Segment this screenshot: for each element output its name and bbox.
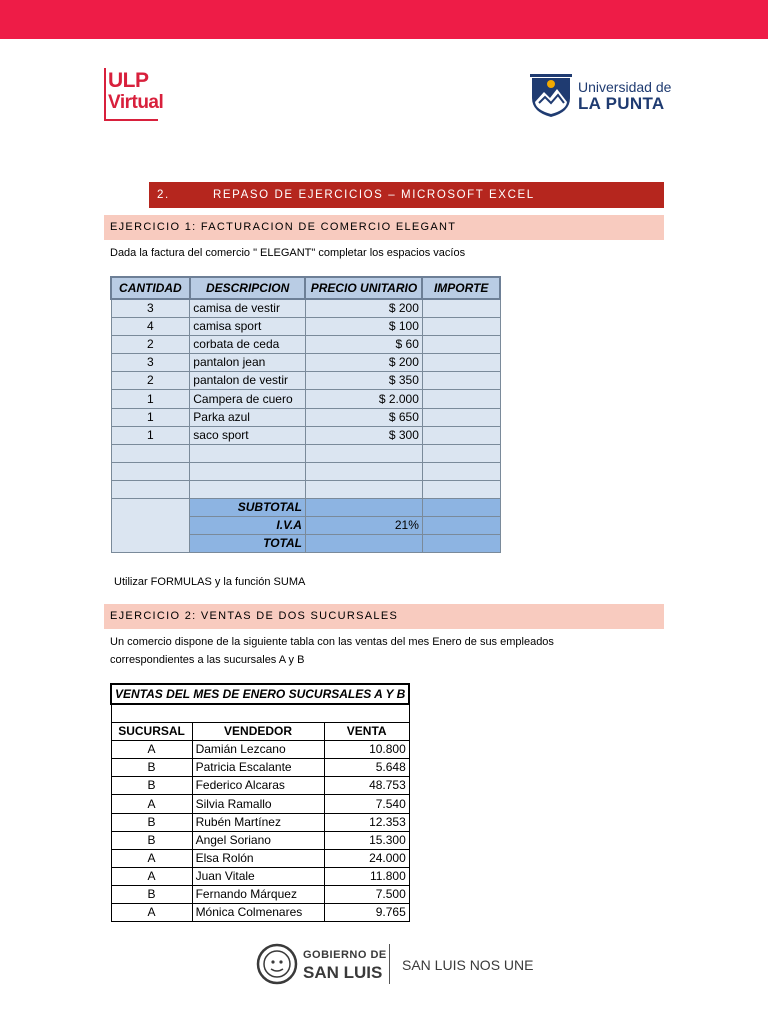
universidad-la-punta-logo	[530, 72, 670, 120]
blank-cell	[111, 499, 190, 553]
exercise1-note: Utilizar FORMULAS y la función SUMA	[114, 576, 306, 588]
column-header-sucursal: SUCURSAL	[111, 723, 192, 741]
importe-cell[interactable]	[422, 318, 500, 336]
vendedor-cell: Silvia Ramallo	[192, 795, 324, 813]
importe-cell[interactable]	[422, 408, 500, 426]
exercise2-heading: EJERCICIO 2: VENTAS DE DOS SUCURSALES	[104, 604, 664, 629]
subtotal-label: SUBTOTAL	[190, 499, 306, 517]
column-header-precio-unitario: PRECIO UNITARIO	[305, 277, 422, 299]
vendedor-cell: Angel Soriano	[192, 831, 324, 849]
venta-cell: 7.540	[324, 795, 409, 813]
column-header-venta: VENTA	[324, 723, 409, 741]
vendedor-cell: Federico Alcaras	[192, 777, 324, 795]
importe-cell[interactable]	[422, 444, 500, 462]
importe-cell[interactable]	[422, 462, 500, 480]
university-name-line1: Universidad de	[578, 79, 672, 95]
section-number: 2.	[157, 189, 170, 201]
column-header-vendedor: VENDEDOR	[192, 723, 324, 741]
precio-cell	[305, 462, 422, 480]
venta-cell: 9.765	[324, 904, 409, 922]
sucursal-cell: A	[111, 795, 192, 813]
university-name-line2: LA PUNTA	[578, 94, 665, 113]
ulp-logo-line2: Virtual	[108, 92, 164, 113]
vendedor-cell: Juan Vitale	[192, 867, 324, 885]
empty-cell	[111, 704, 409, 723]
venta-cell: 7.500	[324, 885, 409, 903]
descripcion-cell	[190, 444, 306, 462]
sales-row	[111, 831, 409, 849]
invoice-row	[111, 480, 500, 498]
column-header-importe: IMPORTE	[422, 277, 500, 299]
vendedor-cell: Patricia Escalante	[192, 759, 324, 777]
invoice-row	[111, 426, 500, 444]
ulp-logo-line1: ULP	[108, 69, 149, 92]
precio-cell: $ 60	[305, 336, 422, 354]
sales-table-title: VENTAS DEL MES DE ENERO SUCURSALES A Y B	[111, 684, 409, 704]
invoice-row	[111, 462, 500, 480]
venta-cell: 24.000	[324, 849, 409, 867]
importe-cell[interactable]	[422, 336, 500, 354]
descripcion-cell	[190, 462, 306, 480]
gobierno-san-luis-logo	[256, 942, 534, 988]
sales-row	[111, 849, 409, 867]
invoice-row	[111, 336, 500, 354]
invoice-table	[110, 276, 501, 553]
descripcion-cell: pantalon jean	[190, 354, 306, 372]
iva-importe[interactable]	[422, 517, 500, 535]
sales-row	[111, 759, 409, 777]
cantidad-cell: 3	[111, 354, 190, 372]
cantidad-cell: 2	[111, 336, 190, 354]
venta-cell: 5.648	[324, 759, 409, 777]
importe-cell[interactable]	[422, 426, 500, 444]
sales-row	[111, 813, 409, 831]
sales-row	[111, 777, 409, 795]
sucursal-cell: B	[111, 831, 192, 849]
invoice-row	[111, 408, 500, 426]
iva-value[interactable]: 21%	[305, 517, 422, 535]
vendedor-cell: Mónica Colmenares	[192, 904, 324, 922]
importe-cell[interactable]	[422, 372, 500, 390]
cantidad-cell: 4	[111, 318, 190, 336]
section-title-bar	[149, 182, 664, 208]
footer-slogan: SAN LUIS NOS UNE	[402, 957, 534, 973]
invoice-row	[111, 444, 500, 462]
venta-cell: 15.300	[324, 831, 409, 849]
total-label: TOTAL	[190, 535, 306, 553]
vendedor-cell: Fernando Márquez	[192, 885, 324, 903]
exercise2-paragraph-line2: correspondientes a las sucursales A y B	[110, 654, 305, 666]
importe-cell[interactable]	[422, 480, 500, 498]
venta-cell: 10.800	[324, 741, 409, 759]
total-value[interactable]	[305, 535, 422, 553]
university-shield-icon	[530, 72, 572, 118]
sales-row	[111, 867, 409, 885]
descripcion-cell: saco sport	[190, 426, 306, 444]
sales-row	[111, 904, 409, 922]
total-importe[interactable]	[422, 535, 500, 553]
sucursal-cell: B	[111, 777, 192, 795]
descripcion-cell: Campera de cuero	[190, 390, 306, 408]
cantidad-cell	[111, 462, 190, 480]
descripcion-cell: corbata de ceda	[190, 336, 306, 354]
invoice-row	[111, 299, 500, 318]
sucursal-cell: A	[111, 904, 192, 922]
subtotal-value[interactable]	[305, 499, 422, 517]
gobierno-line2: SAN LUIS	[303, 963, 383, 982]
gobierno-badge-icon	[256, 942, 298, 986]
column-header-descripcion: DESCRIPCION	[190, 277, 306, 299]
cantidad-cell	[111, 480, 190, 498]
venta-cell: 11.800	[324, 867, 409, 885]
sales-row	[111, 741, 409, 759]
precio-cell: $ 200	[305, 354, 422, 372]
venta-cell: 48.753	[324, 777, 409, 795]
precio-cell: $ 350	[305, 372, 422, 390]
precio-cell: $ 650	[305, 408, 422, 426]
footer-divider	[389, 944, 390, 984]
vendedor-cell: Elsa Rolón	[192, 849, 324, 867]
ulp-virtual-logo	[104, 68, 164, 121]
cantidad-cell: 2	[111, 372, 190, 390]
descripcion-cell: pantalon de vestir	[190, 372, 306, 390]
exercise1-instruction: Dada la factura del comercio " ELEGANT" completar los espacios vacíos	[110, 247, 466, 259]
descripcion-cell	[190, 480, 306, 498]
sucursal-cell: B	[111, 759, 192, 777]
descripcion-cell: camisa de vestir	[190, 299, 306, 318]
descripcion-cell: Parka azul	[190, 408, 306, 426]
precio-cell: $ 200	[305, 299, 422, 318]
importe-cell[interactable]	[422, 299, 500, 318]
precio-cell: $ 2.000	[305, 390, 422, 408]
exercise1-heading: EJERCICIO 1: FACTURACION DE COMERCIO ELEGANT	[104, 215, 664, 240]
sales-row	[111, 795, 409, 813]
sales-title-row	[111, 684, 409, 704]
precio-cell	[305, 480, 422, 498]
precio-cell: $ 300	[305, 426, 422, 444]
sales-header-row	[111, 723, 409, 741]
section-title: REPASO DE EJERCICIOS – MICROSOFT EXCEL	[213, 189, 535, 201]
cantidad-cell: 1	[111, 426, 190, 444]
invoice-row	[111, 318, 500, 336]
sales-empty-row	[111, 704, 409, 723]
invoice-row	[111, 354, 500, 372]
precio-cell: $ 100	[305, 318, 422, 336]
subtotal-importe[interactable]	[422, 499, 500, 517]
gobierno-line1: GOBIERNO DE	[303, 949, 387, 961]
sucursal-cell: A	[111, 849, 192, 867]
exercise2-paragraph-line1: Un comercio dispone de la siguiente tabla con las ventas del mes Enero de sus empleados	[110, 636, 554, 648]
vendedor-cell: Damián Lezcano	[192, 741, 324, 759]
descripcion-cell: camisa sport	[190, 318, 306, 336]
cantidad-cell: 3	[111, 299, 190, 318]
invoice-row	[111, 390, 500, 408]
sucursal-cell: B	[111, 813, 192, 831]
top-color-bar	[0, 0, 768, 39]
sucursal-cell: B	[111, 885, 192, 903]
sucursal-cell: A	[111, 867, 192, 885]
vendedor-cell: Rubén Martínez	[192, 813, 324, 831]
cantidad-cell: 1	[111, 390, 190, 408]
invoice-row	[111, 372, 500, 390]
importe-cell[interactable]	[422, 354, 500, 372]
importe-cell[interactable]	[422, 390, 500, 408]
cantidad-cell	[111, 444, 190, 462]
precio-cell	[305, 444, 422, 462]
cantidad-cell: 1	[111, 408, 190, 426]
invoice-header-row	[111, 277, 500, 299]
venta-cell: 12.353	[324, 813, 409, 831]
sales-row	[111, 885, 409, 903]
subtotal-row	[111, 499, 500, 517]
column-header-cantidad: CANTIDAD	[111, 277, 190, 299]
sucursal-cell: A	[111, 741, 192, 759]
sales-table	[110, 683, 410, 922]
iva-label: I.V.A	[190, 517, 306, 535]
